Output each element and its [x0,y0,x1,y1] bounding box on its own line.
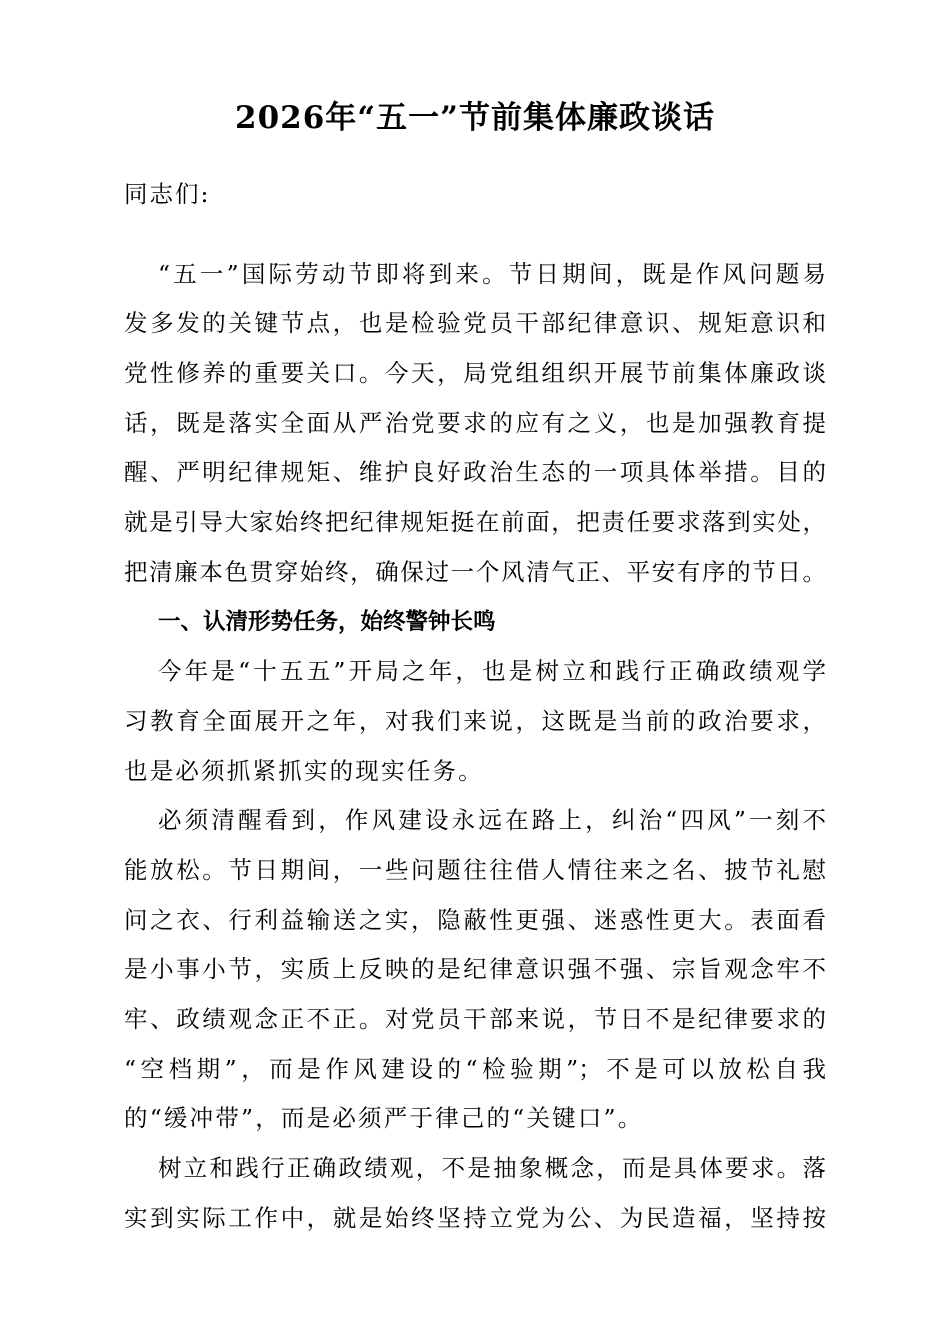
paragraph [124,647,826,796]
paragraph [124,250,826,598]
paragraph-line: 的“缓冲带”，而是必须严于律己的“关键口”。 [124,1104,644,1133]
paragraph-line: “五一”国际劳动节即将到来。节日期间，既是作风问题易 [158,259,826,288]
paragraph-line: 习教育全面展开之年，对我们来说，这既是当前的政治要求， [124,706,826,735]
paragraph-line: 是小事小节，实质上反映的是纪律意识强不强、宗旨观念牢不 [124,955,826,984]
paragraph-line: 发多发的关键节点，也是检验党员干部纪律意识、规矩意识和 [124,309,826,338]
document-body [124,170,826,1243]
paragraph-line: 必须清醒看到，作风建设永远在路上，纠治“四风”一刻不 [158,806,826,835]
paragraph-line: 实到实际工作中，就是始终坚持立党为公、为民造福，坚持按 [124,1203,826,1232]
paragraph [124,796,826,1144]
paragraph [124,1144,826,1243]
paragraph-line: “空档期”，而是作风建设的“检验期”；不是可以放松自我 [124,1054,826,1083]
paragraph-line: 就是引导大家始终把纪律规矩挺在前面，把责任要求落到实处， [124,508,826,537]
paragraph-line: 醒、严明纪律规矩、维护良好政治生态的一项具体举措。目的 [124,458,826,487]
paragraph-line: 党性修养的重要关口。今天，局党组组织开展节前集体廉政谈 [124,359,826,388]
paragraph-line: 问之衣、行利益输送之实，隐蔽性更强、迷惑性更大。表面看 [124,905,826,934]
paragraph-line: 树立和践行正确政绩观，不是抽象概念，而是具体要求。落 [158,1154,826,1183]
section-heading: 一、认清形势任务，始终警钟长鸣 [158,608,496,635]
salutation: 同志们: [124,180,211,208]
paragraph-line: 也是必须抓紧抓实的现实任务。 [124,756,484,785]
paragraph-line: 能放松。节日期间，一些问题往往借人情往来之名、披节礼慰 [124,855,826,884]
paragraph-line: 话，既是落实全面从严治党要求的应有之义，也是加强教育提 [124,408,826,437]
document-title: 2026年“五一”节前集体廉政谈话 [235,100,715,136]
paragraph-line: 牢、政绩观念正不正。对党员干部来说，节日不是纪律要求的 [124,1005,826,1033]
paragraph-line: 把清廉本色贯穿始终，确保过一个风清气正、平安有序的节日。 [124,557,826,586]
paragraph-line: 今年是“十五五”开局之年，也是树立和践行正确政绩观学 [158,657,826,686]
